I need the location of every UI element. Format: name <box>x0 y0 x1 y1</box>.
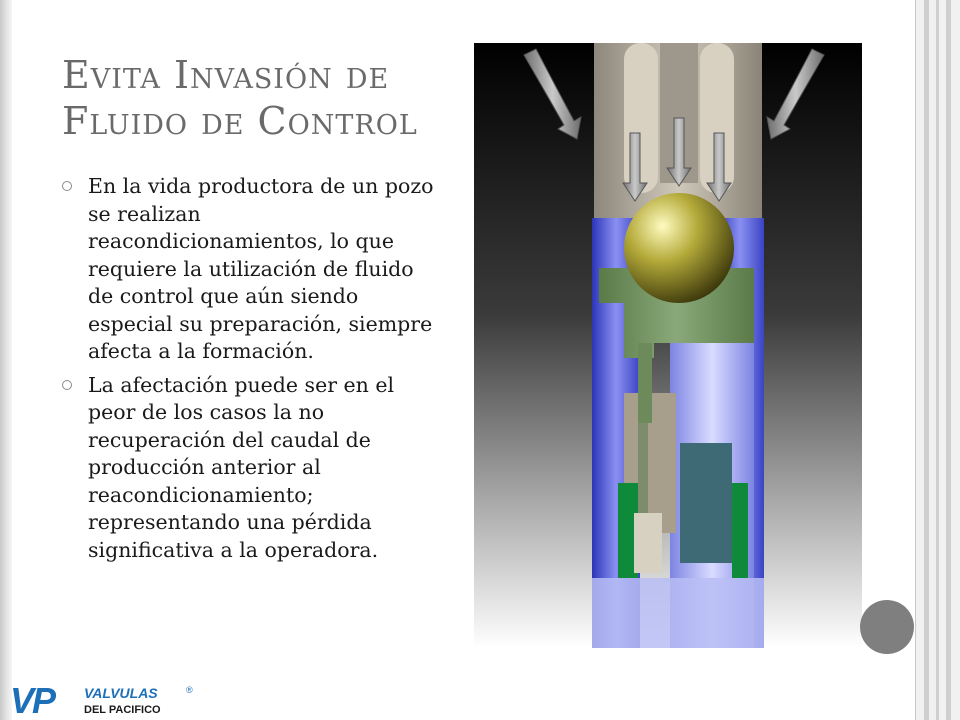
bullet-circle-icon <box>62 181 72 191</box>
bullet-item <box>62 372 442 565</box>
slide-right-border <box>915 0 960 720</box>
bullet-item <box>62 173 442 366</box>
bullet-text: En la vida productora de un pozo se realizan reacondicionamientos, lo que requiere la utilización de fluido de control que aún siendo especial su preparación, siempre afecta a la formación. <box>88 174 434 363</box>
logo-mark: VP <box>10 683 55 717</box>
title-line-2: Fluido de Control <box>62 99 418 143</box>
valve-cross-section-image <box>474 43 862 648</box>
bullet-text: La afectación puede ser en el peor de los casos la no recuperación del caudal de producción anterior al reacondicionamiento; representando una pérdida significativa a la operadora. <box>88 372 395 562</box>
bullet-circle-icon <box>62 380 72 390</box>
bullet-list <box>62 173 442 570</box>
logo-line1: VALVULAS <box>84 685 158 701</box>
slide-left-border <box>0 0 12 720</box>
decorative-circle <box>860 600 914 654</box>
title-line-1: Evita Invasión de <box>62 53 390 97</box>
logo-line2: DEL PACIFICO <box>84 704 161 716</box>
slide-title <box>62 52 462 144</box>
valvulas-del-pacifico-logo <box>10 683 200 717</box>
logo-registered: ® <box>186 685 193 695</box>
